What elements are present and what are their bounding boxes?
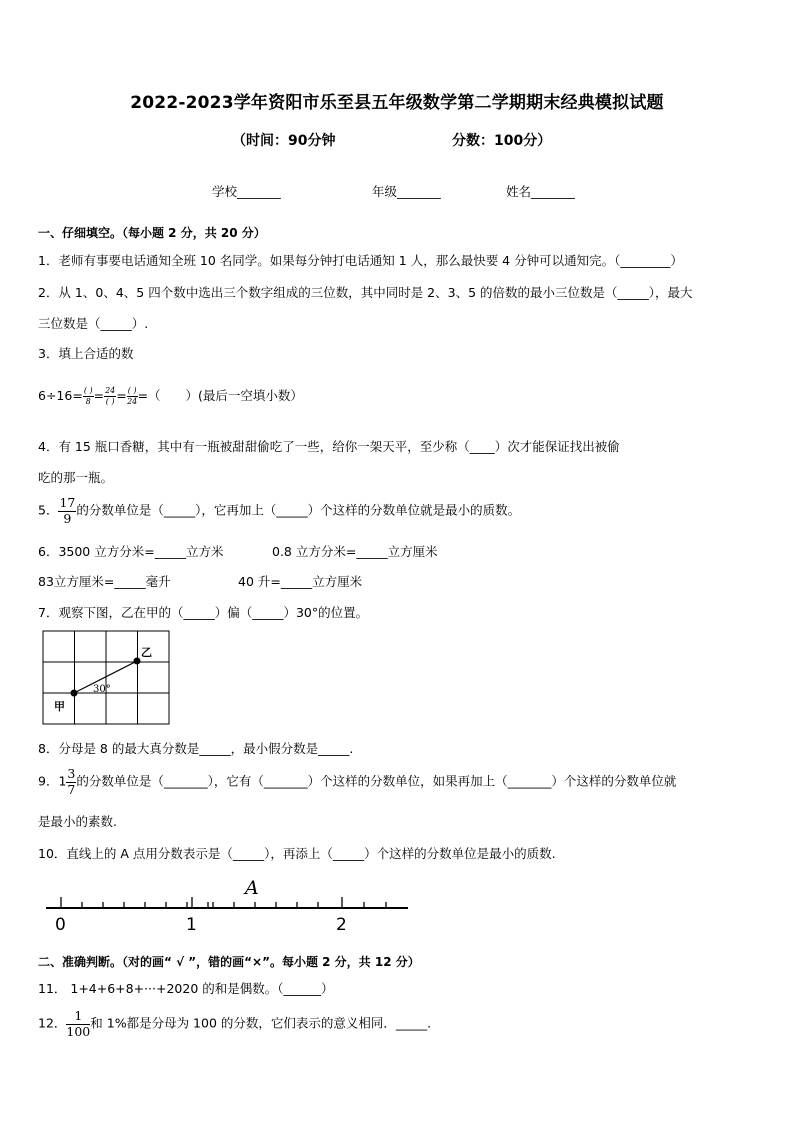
question-6d: 40 升=_____立方厘米	[238, 574, 363, 589]
q3-fraction-3: $\frac{( )}{24}$	[127, 386, 138, 406]
question-8: 8．分母是 8 的最大真分数是_____，最小假分数是_____.	[38, 741, 354, 756]
point-jia	[71, 690, 78, 697]
question-2-line2: 三位数是（_____）.	[38, 316, 149, 331]
tick-label-1: 1	[186, 915, 197, 935]
question-2-line1: 2．从 1、0、4、5 四个数中选出三个数字组成的三位数，其中同时是 2、3、5 的倍数的最小三位数是（_____），最大	[38, 285, 693, 300]
tick-label-2: 2	[336, 915, 347, 935]
point-a-label: A	[245, 877, 259, 899]
direction-grid-figure	[42, 630, 172, 726]
q12-fraction: $\frac{1}{100}$	[66, 1008, 91, 1039]
point-yi	[134, 658, 141, 665]
question-12: 12． $\frac{1}{100}$ 和 1%都是分母为 100 的分数，它们表示的意义相同．_____.	[38, 1008, 432, 1039]
q3-prefix: 6÷16=	[38, 388, 83, 403]
question-3-title: 3．填上合适的数	[38, 346, 134, 361]
q3-suffix: =（ ）(最后一空填小数）	[137, 388, 303, 403]
school-field: 学校_______	[212, 184, 281, 199]
tick-label-0: 0	[55, 915, 66, 935]
question-9-line2: 是最小的素数.	[38, 814, 117, 829]
question-3-equation: 6÷16= $\frac{( )}{8}$ = $\frac{24}{( )}$ = $\frac{( )}{24}$ =（ ）(最后一空填小数）	[38, 386, 303, 406]
q5-fraction: $\frac{17}{9}$	[59, 495, 76, 526]
question-4-line2: 吃的那一瓶。	[38, 470, 114, 485]
question-6c: 83立方厘米=_____毫升	[38, 574, 171, 589]
exam-time: （时间：90分钟	[232, 133, 336, 149]
question-1: 1．老师有事要电话通知全班 10 名同学。如果每分钟打电话通知 1 人，那么最快要 4 分钟可以通知完。（________）	[38, 253, 683, 268]
question-4-line1: 4．有 15 瓶口香糖，其中有一瓶被甜甜偷吃了一些，给你一架天平，至少称（____）次才能保证找出被偷	[38, 439, 620, 454]
grade-field: 年级_______	[372, 184, 441, 199]
exam-title: 2022-2023学年资阳市乐至县五年级数学第二学期期末经典模拟试题	[130, 93, 664, 113]
question-6b: 0.8 立方分米=_____立方厘米	[272, 544, 438, 559]
label-jia: 甲	[54, 700, 65, 713]
number-line-figure	[40, 874, 412, 936]
exam-score: 分数：100分）	[452, 133, 552, 149]
question-6a: 6．3500 立方分米=_____立方米	[38, 544, 224, 559]
question-10: 10．直线上的 A 点用分数表示是（_____），再添上（_____）个这样的分数单位是最小的质数.	[38, 846, 556, 861]
label-yi: 乙	[141, 646, 152, 659]
section2-heading: 二、准确判断。（对的画“ √ ”，错的画“×”。每小题 2 分，共 12 分）	[38, 955, 420, 969]
section1-heading: 一、仔细填空。（每小题 2 分，共 20 分）	[38, 226, 266, 240]
q9-fraction: $\frac{3}{7}$	[67, 766, 76, 797]
angle-label: 30°	[93, 684, 111, 695]
question-9-line1: 9．1 $\frac{3}{7}$ 的分数单位是（_______），它有（_______）个这样的分数单位，如果再加上（_______）个这样的分数单位就	[38, 766, 677, 797]
question-5: 5． $\frac{17}{9}$ 的分数单位是（_____），它再加上（_____）个这样的分数单位就是最小的质数。	[38, 495, 521, 526]
q3-fraction-2: $\frac{24}{( )}$	[105, 386, 116, 406]
question-11: 11． 1+4+6+8+···+2020 的和是偶数。（______）	[38, 981, 334, 996]
question-7: 7．观察下图，乙在甲的（_____）偏（_____）30°的位置。	[38, 605, 369, 620]
name-field: 姓名_______	[506, 184, 575, 199]
q3-fraction-1: $\frac{( )}{8}$	[83, 386, 93, 406]
